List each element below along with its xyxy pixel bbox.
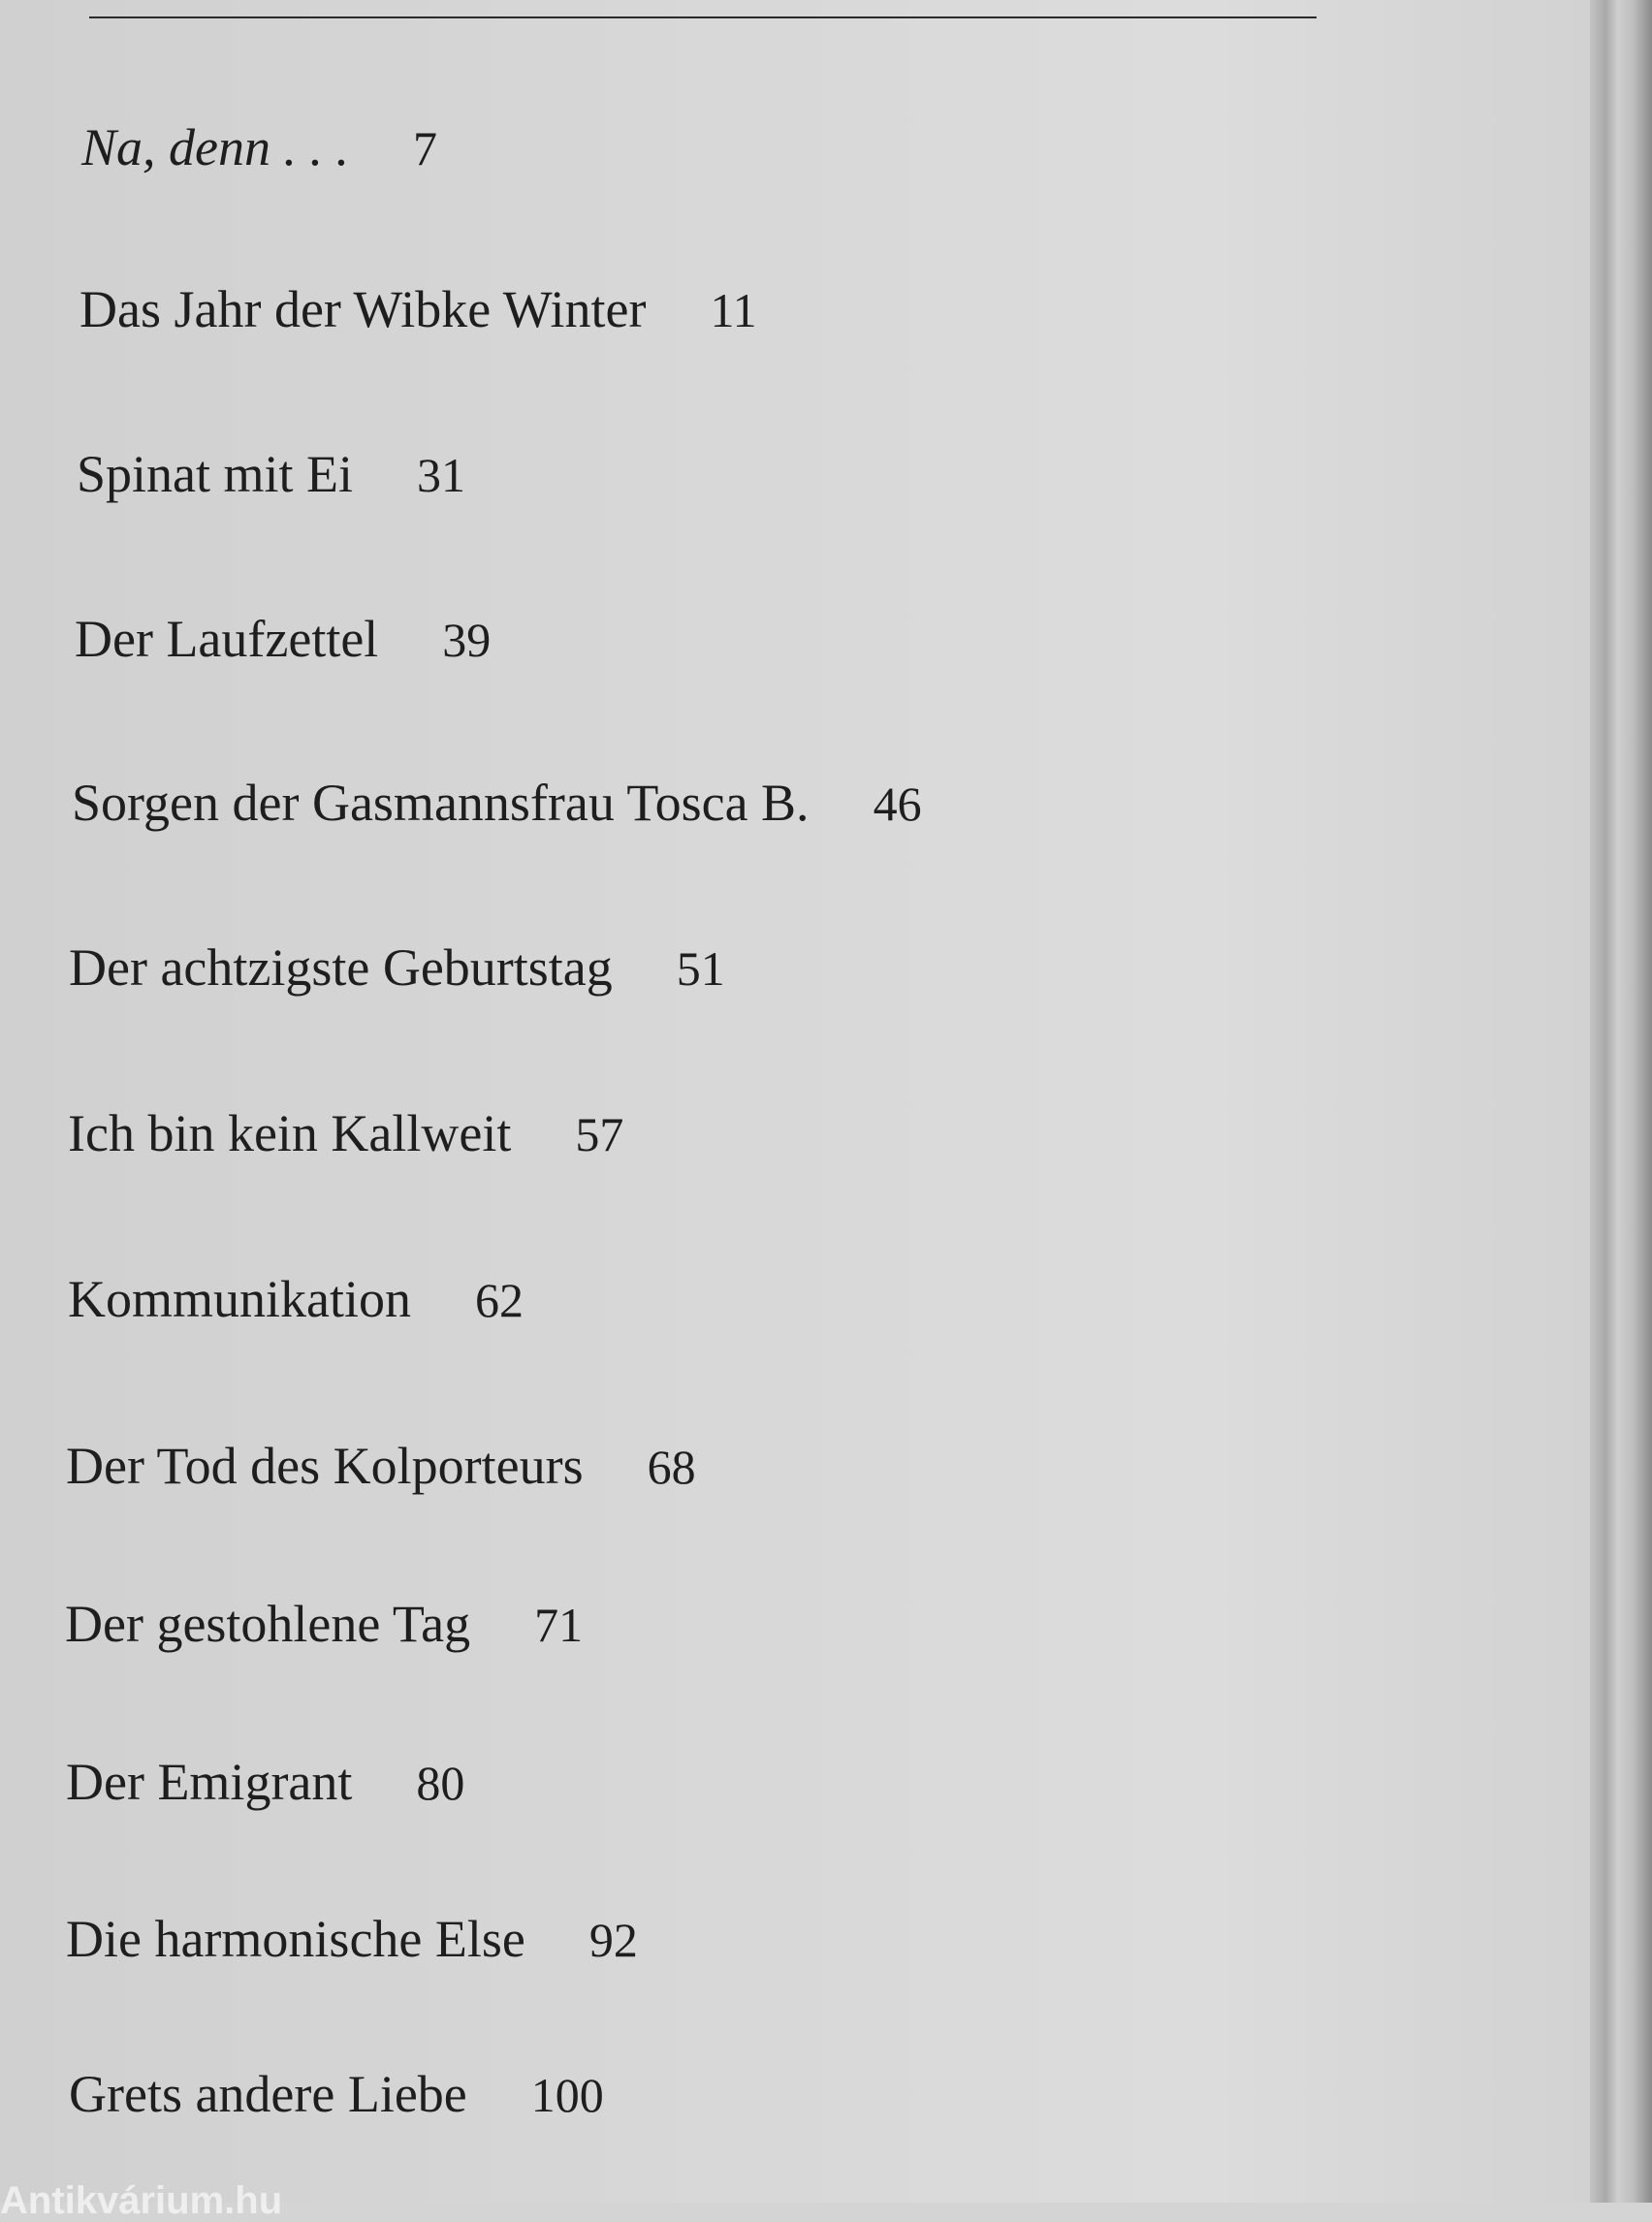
toc-entry-page: 80 [416, 1756, 465, 1810]
toc-entry-page: 31 [417, 448, 466, 502]
toc-entry-title: Ich bin kein Kallweit [68, 1104, 512, 1162]
toc-entry [81, 104, 437, 191]
toc-entry-title: Grets andere Liebe [69, 2065, 467, 2123]
watermark: Antikvárium.hu [0, 2179, 283, 2222]
toc-entry [77, 430, 465, 518]
toc-entry-title: Der gestohlene Tag [65, 1595, 471, 1653]
toc-entry-title: Der Tod des Kolporteurs [66, 1437, 584, 1495]
toc-entry-page: 7 [413, 121, 437, 175]
toc-entry [79, 266, 757, 353]
toc-entry-page: 68 [647, 1440, 696, 1494]
toc-entry [65, 1580, 583, 1667]
toc-entry-title: Na, denn . . . [81, 118, 349, 176]
toc-entry [68, 1090, 623, 1177]
toc-entry [66, 1738, 464, 1825]
toc-entry-title: Spinat mit Ei [77, 445, 354, 503]
toc-entry-title: Sorgen der Gasmannsfrau Tosca B. [72, 774, 810, 832]
page-edge [1590, 0, 1652, 2203]
toc-entry-page: 71 [534, 1598, 584, 1652]
toc-entry [75, 595, 491, 682]
toc-entry-page: 100 [530, 2068, 604, 2122]
toc-entry [72, 759, 922, 846]
toc-entry-page: 11 [710, 283, 757, 337]
toc-entry-page: 57 [575, 1107, 624, 1161]
toc-entry [66, 1895, 638, 1983]
toc-entry-page: 62 [474, 1273, 524, 1327]
toc-entry-title: Das Jahr der Wibke Winter [79, 280, 647, 338]
toc-entry-page: 51 [676, 941, 725, 996]
top-rule [89, 16, 1317, 18]
toc-entry-page: 46 [873, 777, 922, 831]
toc-entry-title: Der achtzigste Geburtstag [69, 938, 613, 997]
toc-entry-title: Der Emigrant [66, 1753, 353, 1811]
toc-entry-title: Der Laufzettel [75, 610, 379, 668]
toc-entry-page: 39 [442, 613, 492, 667]
toc-entry-page: 92 [588, 1913, 638, 1967]
toc-entry [69, 2050, 604, 2138]
toc-entry [68, 1255, 524, 1343]
toc-entry-title: Kommunikation [68, 1270, 411, 1328]
toc-entry [66, 1422, 696, 1509]
toc-entry-title: Die harmonische Else [66, 1910, 525, 1968]
toc-entry [69, 924, 725, 1011]
